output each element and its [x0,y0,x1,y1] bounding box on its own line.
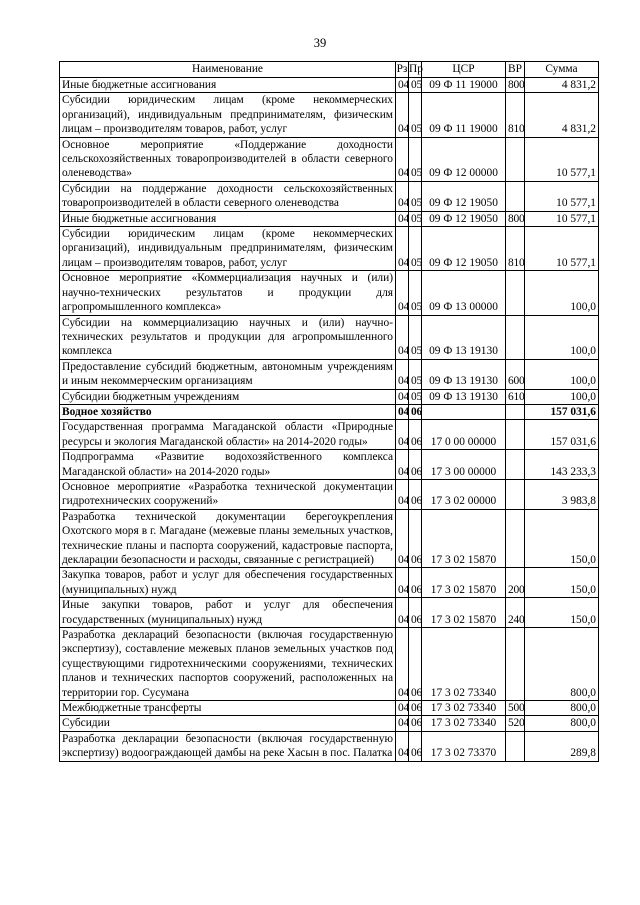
row-name-cell: Межбюджетные трансферты [60,701,396,716]
row-pr-cell: 06 [409,509,422,568]
row-vr-cell: 520 [506,716,525,731]
row-csr-cell: 09 Ф 12 19050 [422,181,506,211]
row-csr-cell: 09 Ф 11 19000 [422,78,506,93]
row-vr-cell [506,315,525,359]
table-row [60,93,599,137]
table-header-row [60,62,599,78]
row-sum-cell: 150,0 [525,568,599,598]
table-row [60,227,599,271]
row-vr-cell: 500 [506,701,525,716]
row-sum-cell: 800,0 [525,628,599,701]
row-pr-cell: 06 [409,450,422,480]
row-rz-cell: 04 [396,359,409,389]
row-pr-cell: 05 [409,227,422,271]
row-vr-cell [506,479,525,509]
table-row [60,404,599,419]
row-rz-cell: 04 [396,181,409,211]
row-csr-cell: 17 3 02 15870 [422,509,506,568]
row-vr-cell: 200 [506,568,525,598]
row-rz-cell: 04 [396,420,409,450]
row-rz-cell: 04 [396,479,409,509]
row-vr-cell [506,404,525,419]
header-vr: ВР [506,62,525,78]
table-row [60,137,599,181]
budget-table [59,61,599,762]
row-name-cell: Подпрограмма «Развитие водохозяйственного комплекса Магаданской области» на 2014-2020 годы» [60,450,396,480]
row-pr-cell: 06 [409,701,422,716]
row-pr-cell: 05 [409,359,422,389]
row-name-cell: Водное хозяйство [60,404,396,419]
row-pr-cell: 06 [409,731,422,761]
row-name-cell: Разработка декларации безопасности (включая государственную экспертизу) водоограждающей дамбы на реке Хасын в пос. Палатка [60,731,396,761]
table-row [60,211,599,226]
row-csr-cell: 09 Ф 13 19130 [422,359,506,389]
row-csr-cell: 09 Ф 12 19050 [422,227,506,271]
row-name-cell: Иные бюджетные ассигнования [60,78,396,93]
row-rz-cell: 04 [396,93,409,137]
row-vr-cell [506,731,525,761]
row-pr-cell: 06 [409,628,422,701]
row-rz-cell: 04 [396,271,409,315]
row-rz-cell: 04 [396,598,409,628]
row-rz-cell: 04 [396,568,409,598]
row-rz-cell: 04 [396,731,409,761]
row-vr-cell: 610 [506,389,525,404]
row-rz-cell: 04 [396,78,409,93]
row-sum-cell: 800,0 [525,716,599,731]
row-csr-cell: 17 0 00 00000 [422,420,506,450]
table-row [60,359,599,389]
row-vr-cell: 600 [506,359,525,389]
table-row [60,389,599,404]
row-csr-cell: 09 Ф 13 19130 [422,389,506,404]
row-csr-cell: 09 Ф 11 19000 [422,93,506,137]
row-vr-cell [506,628,525,701]
row-sum-cell: 150,0 [525,509,599,568]
row-name-cell: Основное мероприятие «Поддержание доходности сельскохозяйственных товаропроизводителей в области северного оленеводства» [60,137,396,181]
row-rz-cell: 04 [396,701,409,716]
row-sum-cell: 289,8 [525,731,599,761]
row-sum-cell: 3 983,8 [525,479,599,509]
row-rz-cell: 04 [396,628,409,701]
table-row [60,509,599,568]
table-body [60,78,599,762]
row-pr-cell: 05 [409,137,422,181]
row-pr-cell: 06 [409,479,422,509]
row-pr-cell: 06 [409,568,422,598]
row-csr-cell: 17 3 02 73340 [422,716,506,731]
row-name-cell: Закупка товаров, работ и услуг для обеспечения государственных (муниципальных) нужд [60,568,396,598]
row-csr-cell: 17 3 02 00000 [422,479,506,509]
row-pr-cell: 05 [409,211,422,226]
table-row [60,598,599,628]
row-name-cell: Государственная программа Магаданской области «Природные ресурсы и экология Магаданской области» на 2014-2020 годы» [60,420,396,450]
row-rz-cell: 04 [396,716,409,731]
header-pr: Пр [409,62,422,78]
row-csr-cell: 17 3 02 73340 [422,628,506,701]
row-vr-cell [506,181,525,211]
row-name-cell: Субсидии [60,716,396,731]
row-rz-cell: 04 [396,211,409,226]
row-sum-cell: 100,0 [525,389,599,404]
row-sum-cell: 150,0 [525,598,599,628]
row-name-cell: Субсидии на коммерциализацию научных и (или) научно-технических результатов и продукции для агропромышленного комплекса [60,315,396,359]
table-row [60,568,599,598]
row-sum-cell: 800,0 [525,701,599,716]
row-rz-cell: 04 [396,137,409,181]
table-row [60,420,599,450]
row-vr-cell [506,137,525,181]
table-row [60,78,599,93]
header-rz: Рз [396,62,409,78]
row-name-cell: Субсидии на поддержание доходности сельскохозяйственных товаропроизводителей в области северного оленеводства [60,181,396,211]
row-pr-cell: 05 [409,93,422,137]
row-name-cell: Основное мероприятие «Разработка технической документации гидротехнических сооружений» [60,479,396,509]
row-sum-cell: 100,0 [525,359,599,389]
row-pr-cell: 05 [409,271,422,315]
row-pr-cell: 06 [409,420,422,450]
row-vr-cell: 240 [506,598,525,628]
row-csr-cell: 09 Ф 12 00000 [422,137,506,181]
row-pr-cell: 05 [409,315,422,359]
row-name-cell: Иные бюджетные ассигнования [60,211,396,226]
table-row [60,628,599,701]
row-name-cell: Субсидии юридическим лицам (кроме некоммерческих организаций), индивидуальным предпринимателям, физическим лицам – производителям товаров, работ, услуг [60,93,396,137]
row-sum-cell: 100,0 [525,271,599,315]
header-sum: Сумма [525,62,599,78]
row-vr-cell [506,271,525,315]
row-csr-cell: 17 3 00 00000 [422,450,506,480]
row-csr-cell: 17 3 02 73340 [422,701,506,716]
row-pr-cell: 06 [409,716,422,731]
row-vr-cell: 800 [506,211,525,226]
row-rz-cell: 04 [396,404,409,419]
row-name-cell: Предоставление субсидий бюджетным, автономным учреждениям и иным некоммерческим организациям [60,359,396,389]
header-name: Наименование [60,62,396,78]
table-row [60,701,599,716]
row-sum-cell: 4 831,2 [525,93,599,137]
row-sum-cell: 10 577,1 [525,137,599,181]
row-sum-cell: 143 233,3 [525,450,599,480]
row-pr-cell: 05 [409,181,422,211]
row-csr-cell: 17 3 02 73370 [422,731,506,761]
row-rz-cell: 04 [396,450,409,480]
row-csr-cell [422,404,506,419]
row-name-cell: Разработка технической документации берегоукрепления Охотского моря в г. Магадане (межевые планы земельных участков, технические планы и паспорта сооружений, кадастровые паспорта, декларации безопасности и расходы, связанные с регистрацией) [60,509,396,568]
row-sum-cell: 4 831,2 [525,78,599,93]
row-rz-cell: 04 [396,389,409,404]
row-vr-cell [506,420,525,450]
row-csr-cell: 09 Ф 13 19130 [422,315,506,359]
row-rz-cell: 04 [396,315,409,359]
table-row [60,450,599,480]
row-sum-cell: 10 577,1 [525,227,599,271]
row-vr-cell: 810 [506,93,525,137]
row-pr-cell: 06 [409,404,422,419]
row-name-cell: Субсидии юридическим лицам (кроме некоммерческих организаций), индивидуальным предпринимателям, физическим лицам – производителям товаров, работ, услуг [60,227,396,271]
row-name-cell: Иные закупки товаров, работ и услуг для обеспечения государственных (муниципальных) нужд [60,598,396,628]
row-csr-cell: 17 3 02 15870 [422,568,506,598]
row-sum-cell: 157 031,6 [525,420,599,450]
table-row [60,271,599,315]
row-sum-cell: 157 031,6 [525,404,599,419]
row-name-cell: Субсидии бюджетным учреждениям [60,389,396,404]
row-vr-cell [506,450,525,480]
table-row [60,716,599,731]
row-sum-cell: 10 577,1 [525,181,599,211]
row-name-cell: Основное мероприятие «Коммерциализация научных и (или) научно-технических результатов и продукции для агропромышленного комплекса» [60,271,396,315]
row-pr-cell: 05 [409,78,422,93]
table-row [60,731,599,761]
row-vr-cell: 800 [506,78,525,93]
row-pr-cell: 05 [409,389,422,404]
row-sum-cell: 100,0 [525,315,599,359]
row-name-cell: Разработка деклараций безопасности (включая государственную экспертизу), составление межевых планов земельных участков под существующими гидротехническими сооружениями, технических планов и технических паспортов сооружений, расположенных на территории гор. Сусумана [60,628,396,701]
table-row [60,315,599,359]
row-csr-cell: 09 Ф 12 19050 [422,211,506,226]
row-csr-cell: 17 3 02 15870 [422,598,506,628]
row-rz-cell: 04 [396,227,409,271]
page-number: 39 [313,36,327,50]
row-vr-cell: 810 [506,227,525,271]
row-csr-cell: 09 Ф 13 00000 [422,271,506,315]
header-csr: ЦСР [422,62,506,78]
table-row [60,181,599,211]
row-vr-cell [506,509,525,568]
row-sum-cell: 10 577,1 [525,211,599,226]
row-pr-cell: 06 [409,598,422,628]
table-row [60,479,599,509]
row-rz-cell: 04 [396,509,409,568]
